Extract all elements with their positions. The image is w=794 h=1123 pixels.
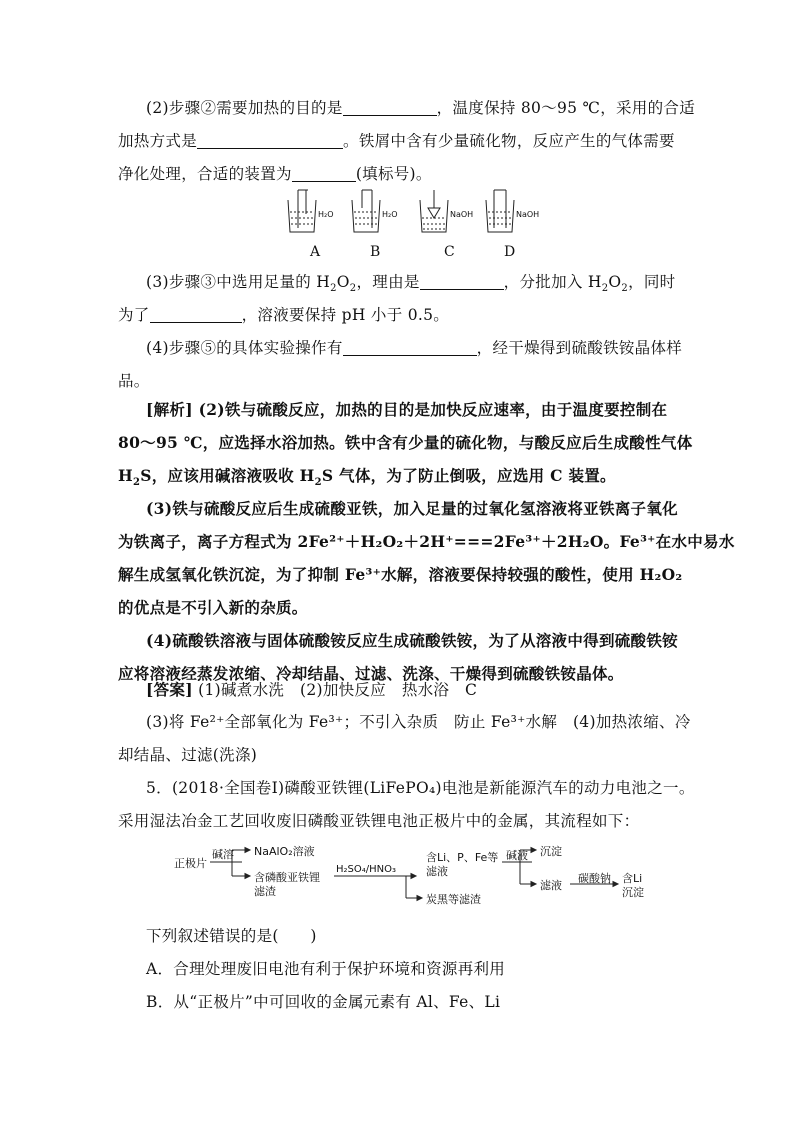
flow-output-li-b: 沉淀 — [622, 886, 644, 899]
flow-output-li-a: 含Li — [622, 872, 643, 885]
option-letter-a: A — [310, 244, 321, 260]
q2-text: (2)步骤②需要加热的目的是 — [146, 99, 343, 117]
q4-text: (4)步骤⑤的具体实验操作有 — [146, 339, 343, 357]
analysis-text: S，应该用碱溶液吸收 H — [140, 466, 315, 485]
analysis-text: 为铁离子，离子方程式为 2Fe²⁺＋H₂O₂＋2H⁺===2Fe³⁺＋2H₂O。Fe³⁺在水中易水 — [118, 532, 735, 551]
answer-blank[interactable] — [420, 271, 504, 290]
analysis-tag: [解析] — [146, 400, 193, 419]
analysis-text: 应将溶液经蒸发浓缩、冷却结晶、过滤、洗涤、干燥得到硫酸铁铵晶体。 — [118, 664, 624, 683]
flow-output-naalo2: NaAlO₂溶液 — [254, 845, 315, 858]
option-a[interactable]: A．合理处理废旧电池有利于保护环境和资源再利用 — [146, 960, 506, 978]
q5-text: 采用湿法冶金工艺回收废旧磷酸亚铁锂电池正极片中的金属，其流程如下： — [118, 812, 640, 830]
answer-blank[interactable] — [292, 163, 356, 182]
option-letter-d: D — [504, 244, 516, 260]
q3-text: (3)步骤③中选用足量的 H — [146, 273, 331, 291]
q2-text: (填标号)。 — [355, 165, 432, 183]
question-3: (3)步骤③中选用足量的 $H_2O_2$，理由是 ，分批加入 $H_2O_2$，同时 为了 ，溶液要保持 pH 小于 0.5。 — [118, 273, 676, 324]
q3-text: ，同时 — [628, 273, 676, 291]
answer-text: (1)碱煮水洗 (2)加快反应 热水浴 C — [198, 681, 478, 699]
q3-text: 为了 — [118, 306, 150, 324]
flow-output-precipitate: 沉淀 — [540, 845, 562, 858]
analysis-text: 的优点是不引入新的杂质。 — [118, 598, 308, 617]
q3-text: ，理由是 — [356, 273, 420, 291]
q3-text: ，溶液要保持 pH 小于 0.5。 — [241, 306, 450, 324]
question-2 — [118, 92, 696, 191]
answer-section — [118, 673, 691, 772]
flow-start: 正极片 — [174, 857, 207, 870]
analysis-text: S 气体，为了防止倒吸，应选用 C 装置。 — [321, 466, 616, 485]
flow-output-filtrate: 滤液 — [540, 879, 562, 892]
question-5-options — [118, 920, 678, 1019]
flow-step-alkali-dissolve: 碱溶 — [212, 848, 234, 861]
q2-text: 。铁屑中含有少量硫化物，反应产生的气体需要 — [343, 132, 675, 150]
q2-text: ，温度保持 80～95 ℃，采用的合适 — [436, 99, 696, 117]
flow-output-residue-b: 滤渣 — [254, 885, 276, 898]
question-4 — [118, 332, 683, 398]
q4-text: ，经干燥得到硫酸铁铵晶体样 — [476, 339, 683, 357]
q3-text: ，分批加入 H — [503, 273, 602, 291]
process-flowchart — [170, 840, 660, 915]
beaker-d — [486, 190, 514, 232]
q2-text: 加热方式是 — [118, 132, 198, 150]
q5-text: 5．(2018·全国卷Ⅰ)磷酸亚铁锂(LiFePO₄)电池是新能源汽车的动力电池之一。 — [146, 779, 695, 797]
option-letter-c: C — [444, 244, 455, 260]
answer-blank[interactable] — [343, 337, 477, 356]
q3-text: O — [336, 273, 350, 291]
answer-blank[interactable] — [197, 130, 343, 149]
answer-text: (3)将 Fe²⁺全部氧化为 Fe³⁺；不引入杂质 防止 Fe³⁺水解 (4)加热浓缩、冷 — [146, 713, 691, 731]
reagent-label-b: H₂O — [382, 210, 398, 219]
beaker-a — [288, 190, 316, 232]
flow-output-filtrate-b: 滤液 — [426, 865, 448, 878]
answer-text: 却结晶、过滤(洗涤) — [118, 746, 258, 764]
q4-text: 品。 — [118, 372, 150, 390]
flow-output-residue-a: 含磷酸亚铁锂 — [254, 871, 320, 884]
flow-output-filtrate-a: 含Li、P、Fe等 — [426, 851, 499, 864]
option-b[interactable]: B．从“正极片”中可回收的金属元素有 Al、Fe、Li — [146, 993, 501, 1011]
answer-tag: [答案] — [146, 680, 193, 699]
analysis-text: H — [118, 466, 133, 485]
question-stem: 下列叙述错误的是( ) — [146, 927, 317, 945]
flow-output-carbon: 炭黑等滤渣 — [426, 893, 481, 906]
option-letter-b: B — [370, 244, 381, 260]
apparatus-figure — [280, 188, 560, 268]
answer-blank[interactable] — [343, 97, 437, 116]
beaker-c — [420, 190, 448, 232]
beaker-b — [352, 190, 380, 232]
question-5 — [118, 772, 695, 838]
analysis-section: [解析] (2)铁与硫酸反应，加热的目的是加快反应速率，由于温度要控制在 80～95 ℃，应选择水浴加热。铁中含有少量的硫化物，与酸反应后生成酸性气体 $H_2S$，应该用碱溶液吸收 $H_2S$ 气体，为了防止倒吸，应选用 C 装置。 (3)铁与硫酸反应后生成硫酸亚铁，加入足量的过氧化氢溶液将亚铁离子氧化 为铁离子，离子方程式为 2Fe²⁺＋H₂O₂＋2H⁺===2Fe³⁺＋2H₂O。Fe³⁺在水中易水 解生成氢氧化铁沉淀，为了抑制 Fe³⁺水解，溶液要保持较强的酸性，使用 H₂O₂ 的优点是不引入新的杂质。 (4)硫酸铁溶液与固体硫酸铵反应生成硫酸铁铵，为了从溶液中得到硫酸铁铵 应将溶液经蒸发浓缩、冷却结晶、过滤、洗涤、干燥得到硫酸铁铵晶体。 — [118, 400, 735, 683]
analysis-text: 解生成氢氧化铁沉淀，为了抑制 Fe³⁺水解，溶液要保持较强的酸性，使用 H₂O₂ — [118, 565, 683, 584]
flow-reagent-acid: H₂SO₄/HNO₃ — [336, 864, 397, 875]
answer-blank[interactable] — [150, 304, 242, 323]
q2-text: 净化处理，合适的装置为 — [118, 165, 292, 183]
analysis-text: (2)铁与硫酸反应，加热的目的是加快反应速率，由于温度要控制在 — [198, 400, 668, 419]
q3-text: O — [608, 273, 622, 291]
reagent-label-d: NaOH — [516, 210, 540, 219]
reagent-label-c: NaOH — [450, 210, 474, 219]
analysis-text: 80～95 ℃，应选择水浴加热。铁中含有少量的硫化物，与酸反应后生成酸性气体 — [118, 433, 693, 452]
analysis-text: (4)硫酸铁溶液与固体硫酸铵反应生成硫酸铁铵，为了从溶液中得到硫酸铁铵 — [146, 631, 678, 650]
reagent-label-a: H₂O — [318, 210, 334, 219]
flow-reagent-sodium-carbonate: 碳酸钠 — [578, 872, 611, 885]
flow-step-alkali: 碱液 — [506, 849, 528, 862]
analysis-text: (3)铁与硫酸反应后生成硫酸亚铁，加入足量的过氧化氢溶液将亚铁离子氧化 — [146, 499, 678, 518]
